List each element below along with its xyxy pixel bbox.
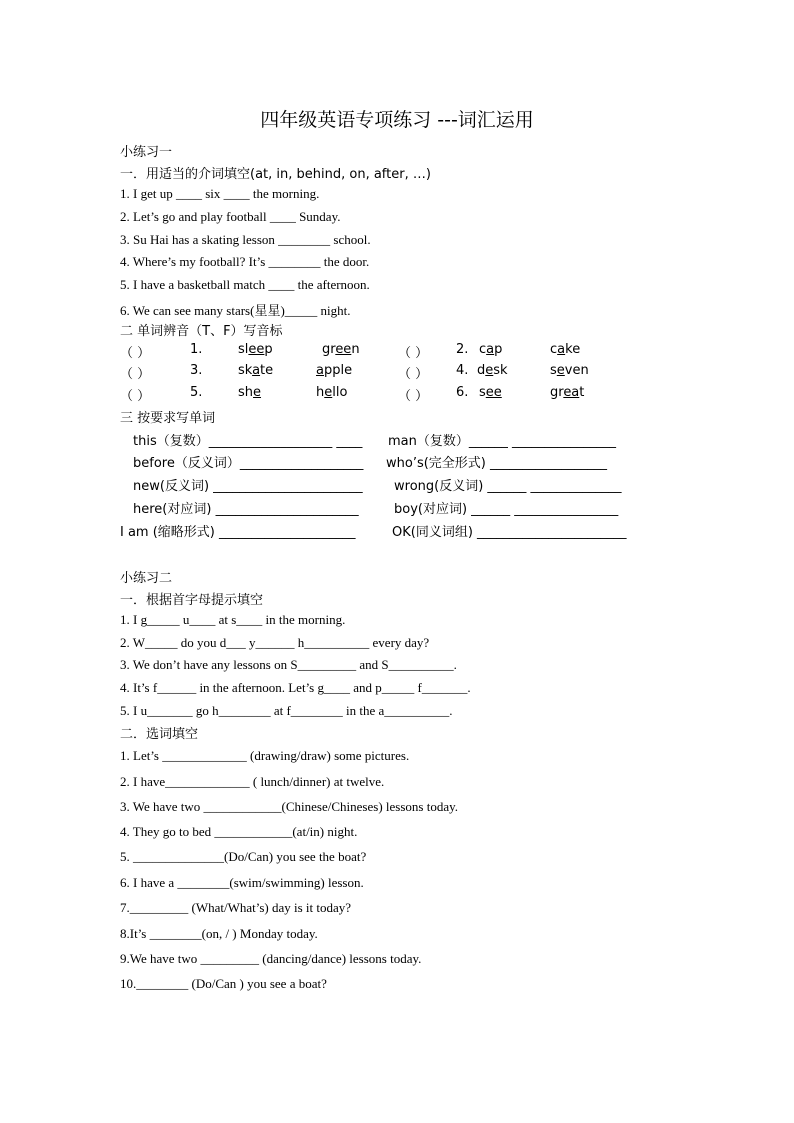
- word: green: [322, 342, 360, 357]
- word: cap: [479, 342, 503, 357]
- page-title: 四年级英语专项练习 ---词汇运用: [260, 109, 534, 131]
- list-item: 1. Let’s _____________ (drawing/draw) some pictures.: [120, 748, 410, 763]
- p2-section2-heading: 二．选词填空: [120, 727, 199, 742]
- list-item: 2. W_____ do you d___ y______ h__________ every day?: [120, 635, 430, 650]
- list-item: 3. We don’t have any lessons on S_________ and S__________.: [120, 657, 457, 672]
- list-item: 3. We have two ____________(Chinese/Chineses) lessons today.: [120, 799, 458, 814]
- list-item: 7._________ (What/What’s) day is it today?: [120, 900, 352, 915]
- word: seven: [550, 363, 589, 378]
- word: she: [238, 385, 262, 400]
- list-item: 6. We can see many stars(星星)_____ night.: [120, 303, 351, 318]
- practice-2-heading: 小练习二: [120, 571, 173, 586]
- word-task: boy(对应词) ______ ________________: [394, 502, 619, 517]
- p2-section1-heading: 一．根据首字母提示填空: [120, 593, 264, 608]
- p1-section1-heading: 一．用适当的介词填空(at, in, behind, on, after, …): [120, 167, 431, 182]
- word: cake: [550, 342, 581, 357]
- word-task: this（复数）___________________ ____: [133, 434, 363, 449]
- p1-section2-heading: 二 单词辨音（T、F）写音标: [120, 324, 283, 339]
- item-number: 2.: [456, 342, 469, 357]
- list-item: 9.We have two _________ (dancing/dance) lessons today.: [120, 951, 422, 966]
- word: desk: [477, 363, 508, 378]
- word: hello: [316, 385, 348, 400]
- list-item: 4. Where’s my football? It’s ________ the door.: [120, 254, 370, 269]
- answer-paren: （ ）: [120, 346, 151, 361]
- answer-paren: （ ）: [398, 346, 429, 361]
- list-item: 2. Let’s go and play football ____ Sunday.: [120, 209, 341, 224]
- word: great: [550, 385, 585, 400]
- item-number: 6.: [456, 385, 469, 400]
- list-item: 1. I g_____ u____ at s____ in the morning.: [120, 612, 346, 627]
- word-task: who’s(完全形式) __________________: [386, 456, 608, 471]
- list-item: 5. I have a basketball match ____ the afternoon.: [120, 277, 370, 292]
- word-task: wrong(反义词) ______ ______________: [394, 479, 622, 494]
- word: sleep: [238, 342, 273, 357]
- word: apple: [316, 363, 353, 378]
- item-number: 1.: [190, 342, 203, 357]
- list-item: 4. It’s f______ in the afternoon. Let’s g____ and p_____ f_______.: [120, 680, 471, 695]
- answer-paren: （ ）: [398, 389, 429, 404]
- p1-section3-heading: 三 按要求写单词: [120, 411, 216, 426]
- list-item: 8.It’s ________(on, / ) Monday today.: [120, 926, 318, 941]
- list-item: 6. I have a ________(swim/swimming) lesson.: [120, 875, 364, 890]
- word-task: before（反义词）___________________: [133, 456, 364, 471]
- item-number: 4.: [456, 363, 469, 378]
- practice-1-heading: 小练习一: [120, 145, 173, 160]
- word-task: new(反义词) _______________________: [133, 479, 363, 494]
- answer-paren: （ ）: [120, 389, 151, 404]
- list-item: 2. I have_____________ ( lunch/dinner) at twelve.: [120, 774, 385, 789]
- word: skate: [238, 363, 274, 378]
- item-number: 3.: [190, 363, 203, 378]
- answer-paren: （ ）: [120, 367, 151, 382]
- word-task: I am (缩略形式) _____________________: [120, 525, 356, 540]
- list-item: 3. Su Hai has a skating lesson ________ school.: [120, 232, 371, 247]
- item-number: 5.: [190, 385, 203, 400]
- list-item: 5. ______________(Do/Can) you see the boat?: [120, 849, 367, 864]
- answer-paren: （ ）: [398, 367, 429, 382]
- word-task: OK(同义词组) _______________________: [392, 525, 627, 540]
- list-item: 5. I u_______ go h________ at f________ in the a__________.: [120, 703, 453, 718]
- word: see: [479, 385, 502, 400]
- word-task: here(对应词) ______________________: [133, 502, 359, 517]
- list-item: 1. I get up ____ six ____ the morning.: [120, 186, 320, 201]
- list-item: 4. They go to bed ____________(at/in) night.: [120, 824, 358, 839]
- list-item: 10.________ (Do/Can ) you see a boat?: [120, 976, 327, 991]
- word-task: man（复数）______ ________________: [388, 434, 617, 449]
